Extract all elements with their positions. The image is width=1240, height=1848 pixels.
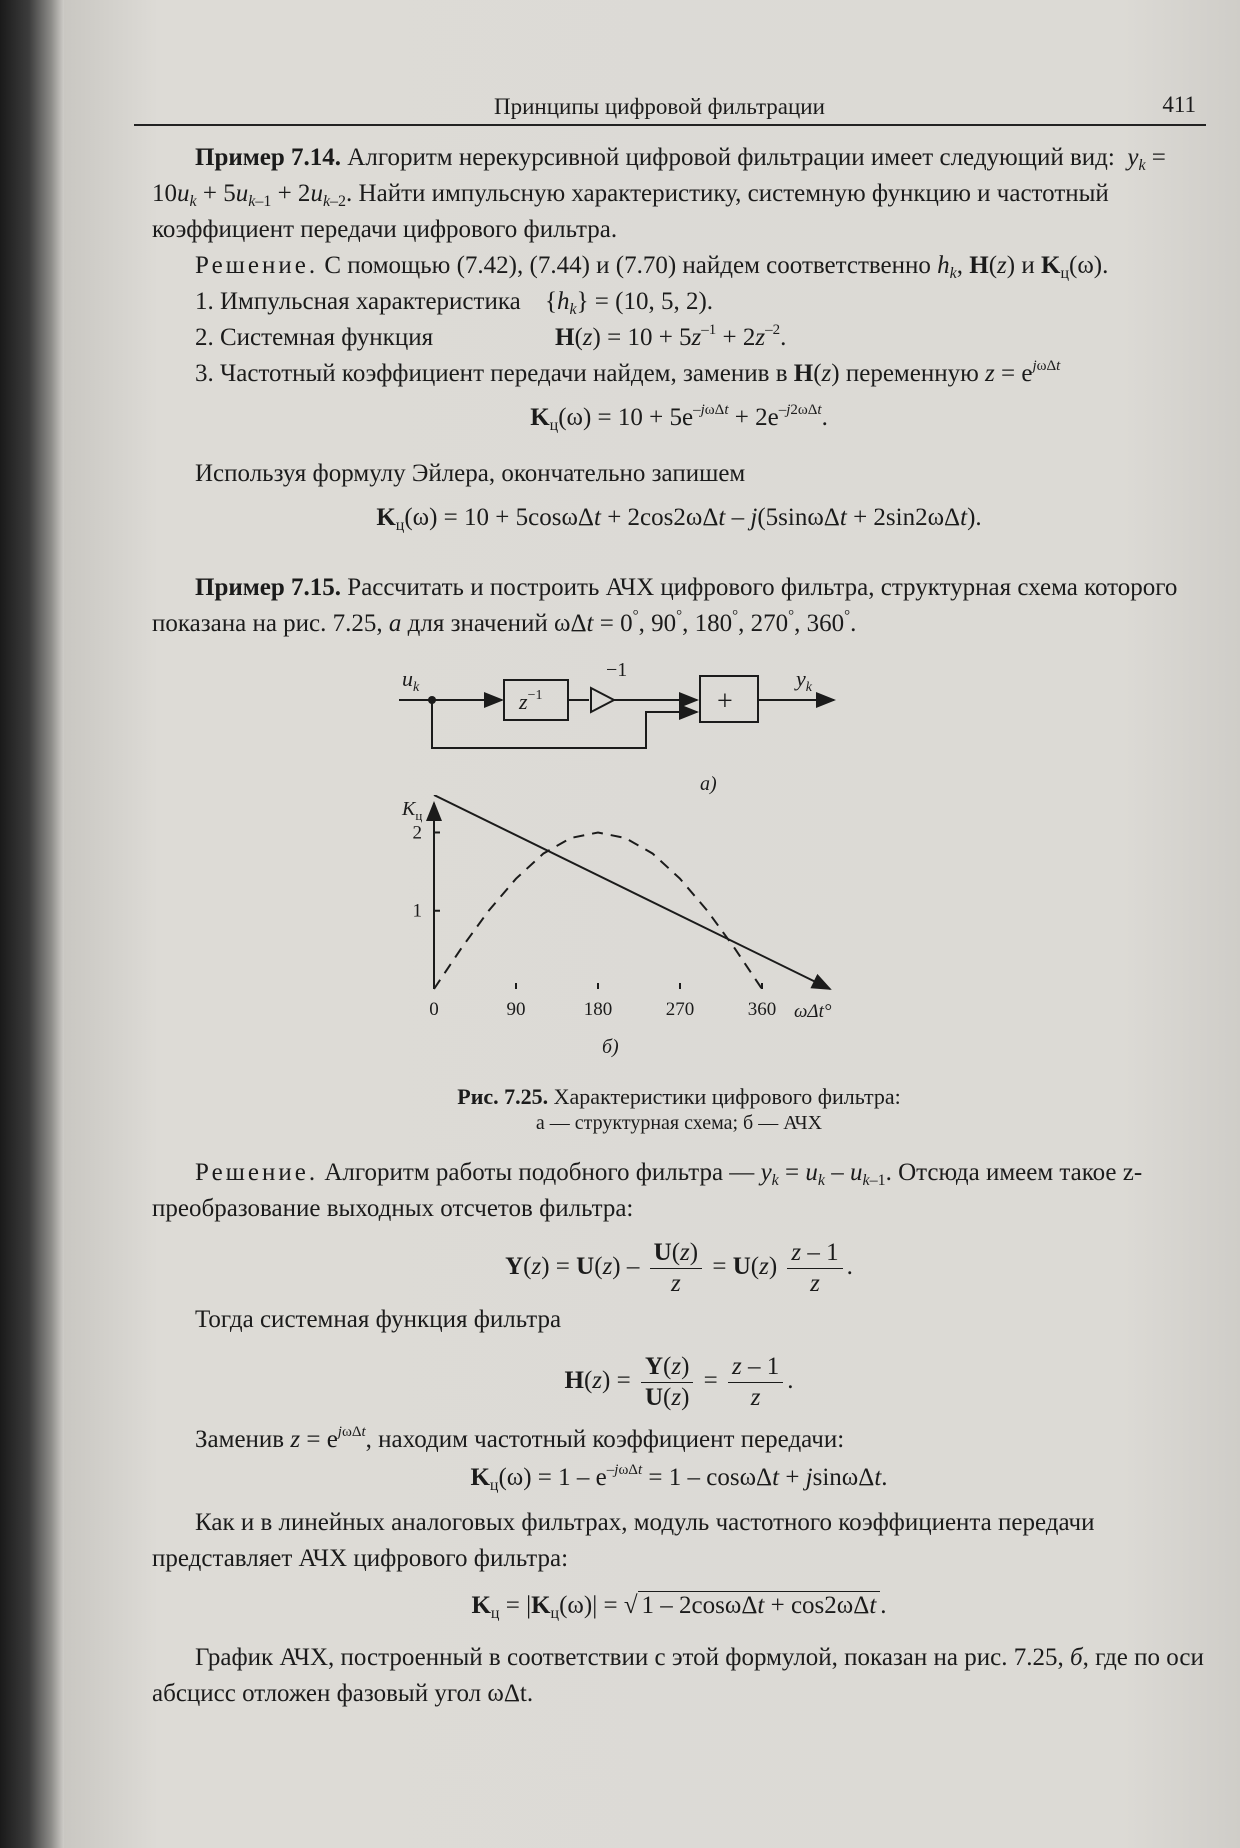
example-7-14 xyxy=(152,140,1206,248)
formula-system-function: $H(z) = 10 + 5z^{-1} + 2z^{-2}$. xyxy=(555,322,787,351)
caption-line-2: а — структурная схема; б — АЧХ xyxy=(535,1112,823,1134)
x-axis-label: ωΔt° xyxy=(794,1001,832,1022)
solution-text: С помощью (7.42), (7.44) и (7.70) найдем соответственно xyxy=(324,252,931,279)
gain-triangle xyxy=(591,688,614,712)
diagram-input-label: $u_k$ xyxy=(402,666,420,695)
analog-text: Как и в линейных аналоговых фильтрах, модуль частотного коэффициента передачи представляет АЧХ цифрового фильтра: xyxy=(152,1509,1095,1572)
x-tick-label: 0 xyxy=(429,999,439,1020)
example-text-after: . Найти импульсную характеристику, системную функцию и частотный коэффициент передачи цифрового фильтра. xyxy=(152,180,1109,243)
delay-block-label: $z^{-1}$ xyxy=(519,688,543,714)
example-heading: Пример 7.14. xyxy=(195,144,342,171)
x-tick-label: 90 xyxy=(506,999,526,1020)
x-tick-label: 180 xyxy=(583,999,613,1020)
y-axis-label: $K_ц$ xyxy=(402,798,423,823)
caption-text: Характеристики цифрового фильтра: xyxy=(553,1084,901,1109)
formula-k-omega-2: $K_ц(\omega) = 1 - e^{-j\omega\Delta t} = 1 - \cos\omega\Delta t + jsin\omega\Delta t$. xyxy=(470,1462,888,1494)
formula-h-z: H(z) = $\frac{Y(z)}{U(z)}$ = $\frac{z - 1}{z}$ . xyxy=(564,1353,794,1411)
formula-algorithm: $y_k = 10u_k + 5u_{k-1} + 2u_{k-2}$ xyxy=(152,144,1166,210)
afc-curve xyxy=(434,833,762,990)
replace-text: Заменив $z = e^{j\omega\Delta t}$, находим частотный коэффициент передачи: xyxy=(195,1424,845,1453)
solution-item-3: 3. Частотный коэффициент передачи найдем, заменив в H(z) переменную $z = e^{j\omega\Delta t}$ xyxy=(195,358,1061,387)
book-spine-shadow xyxy=(0,0,64,1848)
running-header xyxy=(134,84,1206,126)
header-title: Принципы цифровой фильтрации xyxy=(494,94,825,119)
solution-item-1: 1. Импульсная характеристика $\{h_k\} = (10$, 5, 2). xyxy=(195,288,714,318)
frequency-response-chart xyxy=(354,795,994,1065)
solution-7-14-intro: Решение. С помощью (7.42), (7.44) и (7.70) найдем соответственно $h_k$, H(z) и $K_ц(\omega)$. xyxy=(195,252,1109,282)
example-heading: Пример 7.15. xyxy=(195,574,342,601)
then-text: Тогда системная функция фильтра xyxy=(195,1306,562,1333)
gain-label: −1 xyxy=(606,660,628,681)
formula-k-omega-1: $K_ц(\omega) = 10 + 5e^{-j\omega\Delta t} + 2e^{-j2\omega\Delta t}$. xyxy=(530,402,828,434)
example-text: Алгоритм нерекурсивной цифровой фильтрации имеет следующий вид: xyxy=(347,144,1115,171)
example-7-15: Пример 7.15. Рассчитать и построить АЧХ цифрового фильтра, структурная схема которого показана на рис. 7.25, а для значений ωΔt = 0°, 90°, 180°, 270°, 360°. xyxy=(152,574,1178,637)
x-tick-label: 360 xyxy=(747,999,777,1020)
chart-sublabel: б) xyxy=(602,1036,619,1058)
block-diagram xyxy=(384,660,1024,800)
formula-impulse: $\{h_k\} = (10$, 5, 2). xyxy=(544,288,714,318)
solution-item-2: 2. Системная функция $H(z) = 10 + 5z^{-1} + 2z^{-2}$. xyxy=(195,320,1195,356)
x-tick-label: 270 xyxy=(665,999,695,1020)
sum-block-label: + xyxy=(717,686,733,717)
solution-label: Решение. xyxy=(195,1159,319,1186)
formula-y-z: Y(z) = U(z) – $\frac{U(z)}{z}$ = U(z) $\frac{z - 1}{z}$ . xyxy=(505,1239,853,1297)
formula-afc-modulus: $K_ц = |K_ц(\omega)|$ = √ 1 – 2cosωΔt + cos2ωΔt . xyxy=(471,1592,887,1622)
x-axis xyxy=(434,795,830,989)
graph-text: График АЧХ, построенный в соответствии с этой формулой, показан на рис. 7.25, б, где по оси абсцисс отложен фазовый угол ωΔt. xyxy=(152,1644,1204,1707)
wire-bypass xyxy=(432,700,697,748)
book-page xyxy=(64,0,1240,1848)
y-tick-label: 1 xyxy=(412,900,422,922)
figure-caption xyxy=(152,1083,1206,1111)
diagram-sublabel: а) xyxy=(700,773,717,795)
solution-7-15: Решение. Алгоритм работы подобного фильтра — $y_k = u_k - u_{k-1}$. Отсюда имеем такое z-преобразование выходных отсчетов фильтра: xyxy=(152,1159,1143,1222)
solution-label: Решение. xyxy=(195,252,319,279)
euler-text: Используя формулу Эйлера, окончательно запишем xyxy=(195,460,746,487)
diagram-output-label: $y_k$ xyxy=(796,666,812,695)
page-number: 411 xyxy=(1162,92,1196,117)
y-tick-label: 2 xyxy=(412,822,422,844)
caption-title: Рис. 7.25. xyxy=(457,1084,549,1109)
formula-k-omega-euler: $K_ц(\omega) = 10 + 5\cos\omega\Delta t + 2\cos 2\omega\Delta t - j(5\sin\omega\Delta t + 2\sin 2\omega\Delta t)$. xyxy=(376,504,982,534)
